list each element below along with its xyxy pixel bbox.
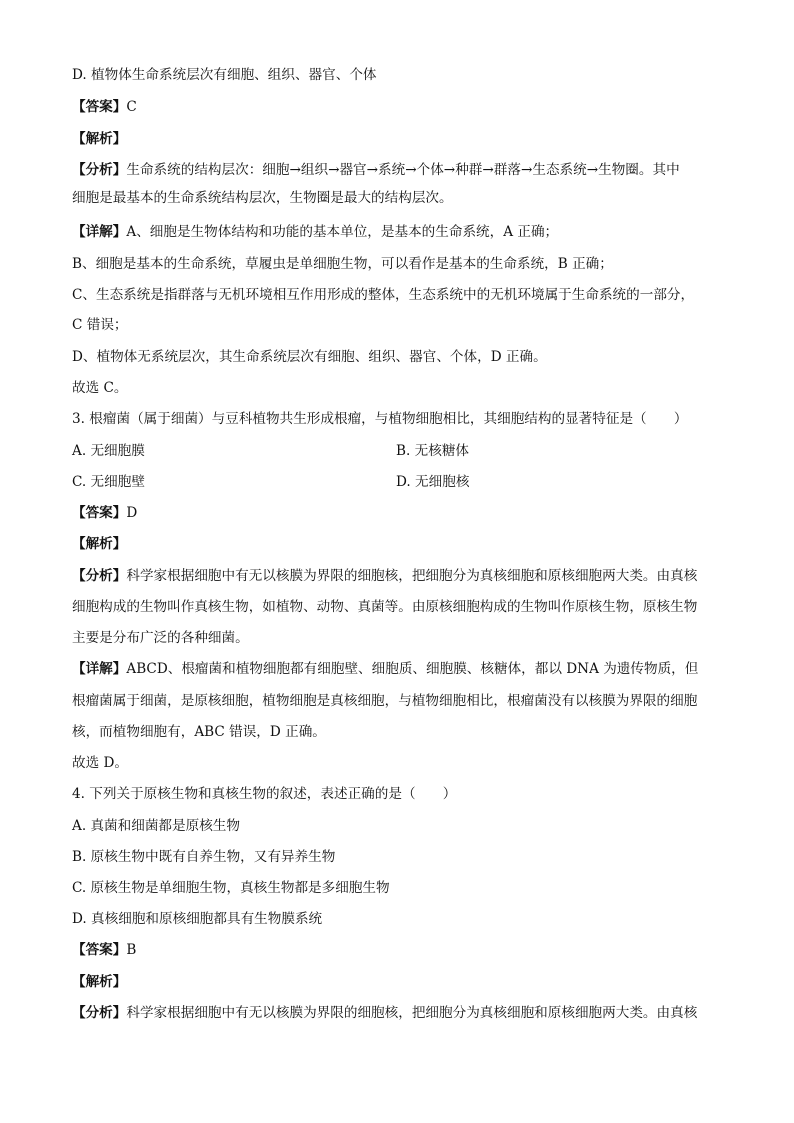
q4-stem: 4. 下列关于原核生物和真核生物的叙述，表述正确的是（ ）	[72, 786, 457, 802]
answer-tag: 【答案】	[72, 99, 127, 115]
q3-option-b: B. 无核糖体	[396, 443, 470, 459]
xiangjie-tag: 【详解】	[72, 661, 127, 677]
q4-answer	[72, 940, 136, 960]
answer-tag: 【答案】	[72, 505, 127, 521]
q4-analysis-tag: 【解析】	[72, 974, 127, 990]
q2-fenxi-line-2: 细胞是最基本的生命系统结构层次，生物圈是最大的结构层次。	[72, 190, 453, 206]
q3-stem: 3. 根瘤菌（属于细菌）与豆科植物共生形成根瘤，与植物细胞相比，其细胞结构的显著特征是（ ）	[72, 411, 688, 427]
answer-tag: 【答案】	[72, 942, 127, 958]
q2-answer	[72, 97, 137, 117]
q2-xiangjie-line-2: B、细胞是基本的生命系统，草履虫是单细胞生物，可以看作是基本的生命系统，B 正确；	[72, 256, 613, 272]
q3-options-row-2	[72, 472, 470, 492]
q2-xiangjie-line-4: C 错误；	[72, 317, 128, 333]
q3-conclusion: 故选 D。	[72, 755, 129, 771]
q3-analysis-tag: 【解析】	[72, 536, 127, 552]
q2-xiangjie-line-3: C、生态系统是指群落与无机环境相互作用形成的整体，生态系统中的无机环境属于生命系统的一部分，	[72, 287, 695, 303]
q2-option-d: D. 植物体生命系统层次有细胞、组织、器官、个体	[72, 67, 377, 83]
fenxi-tag: 【分析】	[72, 162, 127, 178]
q2-fenxi-line-1: 【分析】生命系统的结构层次：细胞→组织→器官→系统→个体→种群→群落→生态系统→生物圈。其中	[72, 162, 680, 178]
q3-option-d: D. 无细胞核	[396, 474, 470, 490]
q4-option-a: A. 真菌和细菌都是原核生物	[72, 818, 240, 834]
answer-value: C	[126, 99, 137, 115]
q3-option-a: A. 无细胞膜	[72, 443, 145, 459]
q3-fenxi-line-1: 【分析】科学家根据细胞中有无以核膜为界限的细胞核，把细胞分为真核细胞和原核细胞两大类。由真核	[72, 568, 698, 584]
xiangjie-tag: 【详解】	[72, 224, 127, 240]
q3-options-row-1	[72, 441, 470, 461]
q2-xiangjie-line-5: D、植物体无系统层次，其生命系统层次有细胞、组织、器官、个体，D 正确。	[72, 349, 547, 365]
fenxi-tag: 【分析】	[72, 568, 127, 584]
q4-option-d: D. 真核细胞和原核细胞都具有生物膜系统	[72, 911, 323, 927]
q4-fenxi-line-1: 【分析】科学家根据细胞中有无以核膜为界限的细胞核，把细胞分为真核细胞和原核细胞两大类。由真核	[72, 1005, 698, 1021]
q3-fenxi-line-2: 细胞构成的生物叫作真核生物，如植物、动物、真菌等。由原核细胞构成的生物叫作原核生物，原核生物	[72, 599, 698, 615]
fenxi-tag: 【分析】	[72, 1005, 127, 1021]
answer-value: B	[126, 942, 137, 958]
q3-xiangjie-line-3: 核，而植物细胞有，ABC 错误，D 正确。	[72, 724, 326, 740]
q4-option-c: C. 原核生物是单细胞生物，真核生物都是多细胞生物	[72, 880, 390, 896]
q2-analysis-tag: 【解析】	[72, 131, 127, 147]
q3-fenxi-line-3: 主要是分布广泛的各种细菌。	[72, 630, 249, 646]
answer-value: D	[126, 505, 138, 521]
q3-answer	[72, 503, 137, 523]
q3-xiangjie-line-2: 根瘤菌属于细菌，是原核细胞，植物细胞是真核细胞，与植物细胞相比，根瘤菌没有以核膜为界限的细胞	[72, 693, 698, 709]
q2-conclusion: 故选 C。	[72, 380, 128, 396]
q3-option-c: C. 无细胞壁	[72, 474, 145, 490]
q4-option-b: B. 原核生物中既有自养生物，又有异养生物	[72, 849, 336, 865]
q2-xiangjie-line-1: 【详解】A、细胞是生物体结构和功能的基本单位，是基本的生命系统，A 正确；	[72, 224, 559, 240]
q3-xiangjie-line-1: 【详解】ABCD、根瘤菌和植物细胞都有细胞壁、细胞质、细胞膜、核糖体，都以 DNA 为遗传物质，但	[72, 661, 699, 677]
